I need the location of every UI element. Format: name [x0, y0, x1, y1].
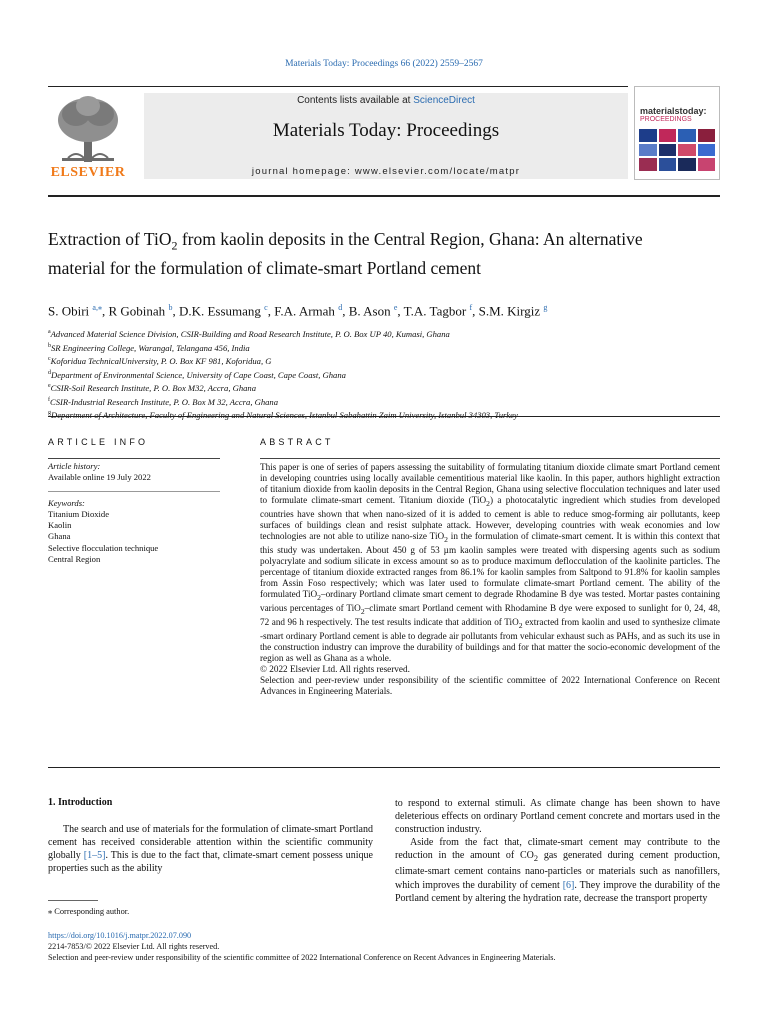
abstract-body	[260, 462, 720, 697]
footer-review-note: Selection and peer-review under responsibility of the scientific committee of 2022 International Conference on Recent Advances in Engineering Materials.	[48, 953, 556, 962]
affiliation: $^f$CSIR-Industrial Research Institute, P. O. Box M 32, Accra, Ghana	[48, 396, 279, 407]
author[interactable]: T.A. Tagbor	[403, 303, 467, 319]
abstract-heading: ABSTRACT	[260, 437, 334, 447]
sciencedirect-link[interactable]: ScienceDirect	[413, 95, 475, 106]
affiliation: $^d$Department of Environmental Science, University of Cape Coast, Cape Coast, Ghana	[48, 369, 346, 380]
intro-paragraph-left: The search and use of materials for the formulation of climate-smart Portland cement has received considerable attention within the scientific community globally [1–5]. This is due to the fact that, climate-smart cement possess unique properties such as the ability	[48, 824, 373, 875]
journal-homepage[interactable]: journal homepage: www.elsevier.com/locate/matpr	[251, 166, 521, 177]
journal-reference-link[interactable]: Materials Today: Proceedings 66 (2022) 2559–2567	[285, 59, 483, 69]
keyword: Kaolin	[48, 520, 72, 531]
abstract-review-note: Selection and peer-review under responsibility of the scientific committee of 2022 International Conference on Recent Advances in Engineering Materials.	[260, 674, 720, 697]
author[interactable]: R Gobinah	[108, 303, 166, 319]
article-title: Extraction of TiO$_2$ from kaolin deposits in the Central Region, Ghana: An alternative material for the formulation of climate-smart Portland cement	[48, 229, 643, 278]
masthead-bottom-rule	[48, 195, 720, 197]
contents-available-line: Contents lists available at ScienceDirect	[297, 95, 475, 106]
article-info-heading: ARTICLE INFO	[48, 437, 149, 447]
keyword: Titanium Dioxide	[48, 509, 110, 519]
intro-paragraph: Aside from the fact that, climate-smart cement may contribute to the reduction in the amount of $CO_2$ gas generated during cement production, climate-smart cement contains nano-particles or materials such as nanofillers, which improves the durability of cement [6]. They improve the durability of the Portland cement by altering the hydration rate, decrease the transport property	[395, 837, 720, 904]
abstract-text: This paper is one of series of papers assessing the suitability of formulating titanium dioxide climate smart Portland cement in developing countries using locally available cementitious material like kaolin. In this paper, authors highlight extraction of titanium dioxide from kaolin deposits in the Central Region, Ghana using selective flocculation techniques and later used to formulate climate-smart cement. Titanium dioxide (TiO$_2$) a photocatalytic ingredient which studies from developed countries have shown that when nano-sized of it is added to cement is able to reduce smog-forming air pollutants, keep surfaces of buildings clean and resist sulphate attack. However, developing countries with weak economies and low technologies are not able to utilize nano-size TiO$_2$ in the formulation of climate-smart cement. It is within this context that this study was undertaken. About 450 g of 53 µm kaolin samples were treated with dispersing agents such as sodium polyacrylate and sodium silicate in excess amount so as to produce maximum deflocculation of the kaolinite particles. The percentage of titanium dioxide extracted ranges from 86.1% for kaolin samples from Saltpond to 91.8% for kaolin samples from Assin Foso respectively; which was later used to formulate climate-smart Portland cement. The ability of the formulated TiO$_2$–ordinary Portland climate smart cement to degrade Rhodamine B dye was tested. Mortar pastes containing various percentages of TiO$_2$–climate smart Portland cement with Rhodamine B dye were exposed to sunlight for 0, 24, 48, 72 and 96 h respectively. The test results indicate that addition of TiO$_2$ extracted from kaolin and used to synthesize climate -smart ordinary Portland cement is able to degrade air pollutants from vehicular exhaust such as PAHs, and as such its use in the construction industry can improve the durability of buildings and for that matter the socio-economic development of the region as well as Ghana as a whole.	[260, 462, 721, 663]
author[interactable]: F.A. Armah	[274, 303, 335, 319]
body-rule	[48, 767, 720, 768]
history-value: Available online 19 July 2022	[48, 472, 151, 482]
affiliation: $^b$SR Engineering College, Warangal, Telangana 456, India	[48, 342, 250, 353]
author[interactable]: S.M. Kirgiz	[478, 303, 541, 319]
corresponding-author-note: ⁎ Corresponding author.	[48, 907, 130, 916]
author[interactable]: B. Ason	[348, 303, 391, 319]
citation-link[interactable]: [1–5]	[83, 850, 106, 862]
cover-subtitle: PROCEEDINGS	[640, 116, 692, 123]
article-info-rule	[48, 458, 220, 459]
cover-image-grid	[639, 129, 715, 171]
author-affiliation-link[interactable]: e	[393, 303, 398, 312]
affiliation-list	[48, 327, 720, 422]
cover-title: materialstoday:	[640, 106, 707, 116]
section-heading-introduction: 1. Introduction	[48, 797, 113, 808]
author-affiliation-link[interactable]: a,⁎	[92, 303, 102, 312]
doi-link[interactable]: https://doi.org/10.1016/j.matpr.2022.07.090	[48, 931, 192, 940]
issn-copyright: 2214-7853/© 2022 Elsevier Ltd. All rights reserved.	[48, 942, 220, 951]
front-matter-rule	[48, 416, 720, 417]
article-info-divider	[48, 491, 220, 492]
intro-paragraph: to respond to external stimuli. As climate change has been shown to have deleterious effects on ordinary Portland cement concrete and mortars used in the construction industry.	[395, 798, 720, 836]
affiliation: $^c$Koforidua TechnicalUniversity, P. O. Box KF 981, Koforidua, G	[48, 355, 272, 366]
affiliation: g	[48, 410, 51, 417]
keyword: Central Region	[48, 553, 101, 564]
intro-column-right	[395, 797, 720, 905]
author[interactable]: S. Obiri	[48, 303, 90, 319]
elsevier-wordmark: ELSEVIER	[50, 165, 126, 180]
masthead-top-rule	[48, 86, 628, 87]
author-affiliation-link[interactable]: d	[338, 303, 343, 312]
affiliation: $^e$CSIR-Soil Research Institute, P. O. Box M32, Accra, Ghana	[48, 383, 257, 394]
abstract-rule	[260, 458, 720, 459]
affiliation: $^a$Advanced Material Science Division, CSIR-Building and Road Research Institute, P. O. Box UP 40, Kumasi, Ghana	[48, 328, 450, 339]
journal-title: Materials Today: Proceedings	[272, 120, 500, 141]
keyword: Ghana	[48, 531, 71, 542]
citation-link[interactable]: [6]	[562, 879, 575, 891]
author-affiliation-link[interactable]: c	[264, 303, 268, 312]
keywords-label: Keywords:	[48, 498, 85, 508]
author-affiliation-link[interactable]: g	[543, 303, 548, 312]
keyword: Selective flocculation technique	[48, 542, 159, 553]
journal-cover-thumbnail	[634, 86, 720, 180]
abstract-copyright: © 2022 Elsevier Ltd. All rights reserved.	[260, 663, 410, 674]
author-affiliation-link[interactable]: f	[469, 303, 473, 312]
author[interactable]: D.K. Essumang	[178, 303, 261, 319]
footnote-rule	[48, 900, 98, 901]
author-affiliation-link[interactable]: b	[168, 303, 173, 312]
history-label: Article history:	[48, 461, 101, 471]
author-list: S. Obiri $^{a,⁎}$, R Gobinah $^b$, D.K. Essumang $^c$, F.A. Armah $^d$, B. Ason $^e$, T.A. Tagbor $^f$, S.M. Kirgiz $^g$	[48, 303, 548, 319]
keyword-list	[48, 509, 158, 565]
